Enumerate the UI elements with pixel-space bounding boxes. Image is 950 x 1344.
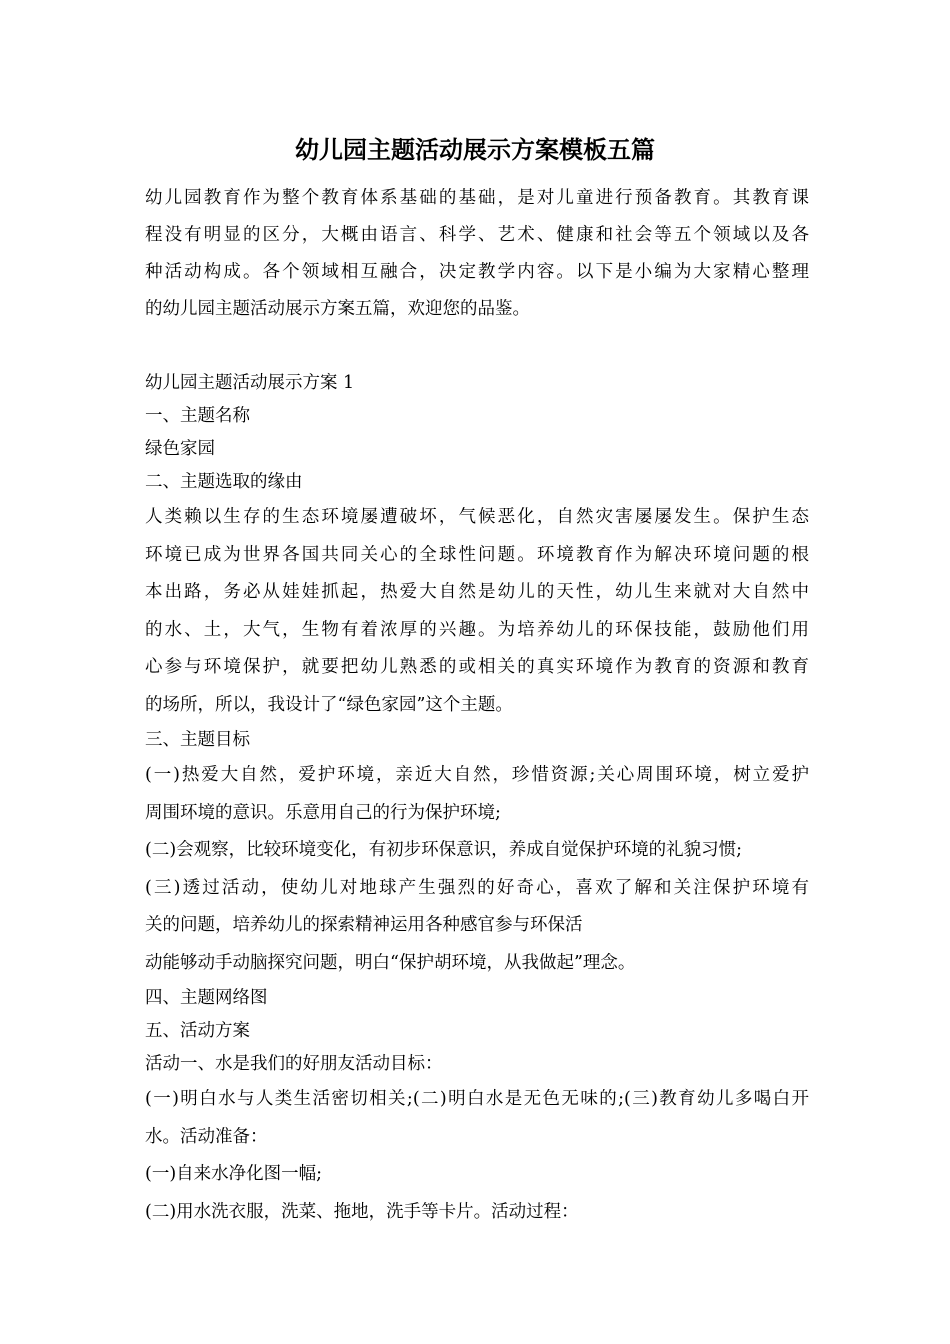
theme-name: 绿色家园 [145, 439, 215, 459]
activity-1-heading: 活动一、水是我们的好朋友活动目标： [145, 1054, 443, 1074]
section-heading-1: 一、主题名称 [145, 406, 250, 426]
paragraph-line: 的场所，所以，我设计了“绿色家园”这个主题。 [145, 694, 513, 715]
plan-heading: 幼儿园主题活动展示方案 1 [145, 373, 355, 393]
activity-1-goals [145, 1081, 809, 1156]
section-heading-4: 四、主题网络图 [145, 988, 268, 1008]
intro-line: 程没有明显的区分，大概由语言、科学、艺术、健康和社会等五个领域以及各 [145, 225, 809, 245]
paragraph-line: 周围环境的意识。乐意用自己的行为保护环境; [145, 802, 501, 823]
paragraph-line: 本出路，务必从娃娃抓起，热爱大自然是幼儿的天性，幼儿生来就对大自然中 [145, 582, 809, 602]
section-heading-2: 二、主题选取的缘由 [145, 472, 303, 492]
intro-line: 幼儿园教育作为整个教育体系基础的基础，是对儿童进行预备教育。其教育课 [145, 188, 809, 208]
paragraph-line: (三)透过活动，使幼儿对地球产生强烈的好奇心，喜欢了解和关注保护环境有 [145, 877, 809, 898]
paragraph-line: 关的问题，培养幼儿的探索精神运用各种感官参与环保活 [145, 915, 583, 935]
intro-line: 的幼儿园主题活动展示方案五篇，欢迎您的品鉴。 [145, 299, 530, 319]
section-heading-5: 五、活动方案 [145, 1021, 250, 1041]
goal-1-paragraph [145, 757, 809, 832]
intro-paragraph [145, 180, 809, 328]
paragraph-line: (一)热爱大自然，爱护环境，亲近大自然，珍惜资源;关心周围环境，树立爱护 [145, 765, 809, 785]
intro-line: 种活动构成。各个领域相互融合，决定教学内容。以下是小编为大家精心整理 [145, 262, 809, 282]
plan-1-section [145, 367, 809, 1231]
paragraph-line: 环境已成为世界各国共同关心的全球性问题。环境教育作为解决环境问题的根 [145, 544, 809, 565]
prep-item-1 [145, 1156, 809, 1194]
paragraph-line: (一)明白水与人类生活密切相关;(二)明白水是无色无味的;(三)教育幼儿多喝白开 [145, 1089, 809, 1109]
paragraph-line: 水。活动准备： [145, 1126, 268, 1147]
reason-paragraph [145, 499, 809, 724]
document-title: 幼儿园主题活动展示方案模板五篇 [295, 135, 655, 164]
paragraph-line: 的水、土，大气，生物有着浓厚的兴趣。为培养幼儿的环保技能，鼓励他们用 [145, 619, 809, 640]
paragraph-line: 人类赖以生存的生态环境屡遭破坏，气候恶化，自然灾害屡屡发生。保护生态 [145, 507, 809, 527]
goal-3-paragraph [145, 870, 809, 983]
paragraph-line: (二)用水洗衣服，洗菜、拖地，洗手等卡片。活动过程： [145, 1201, 579, 1222]
section-heading-3: 三、主题目标 [145, 730, 250, 750]
goal-2-paragraph [145, 832, 809, 870]
paragraph-line: 动能够动手动脑探究问题，明白“保护胡环境，从我做起”理念。 [145, 952, 636, 973]
paragraph-line: (二)会观察，比较环境变化，有初步环保意识，养成自觉保护环境的礼貌习惯; [145, 840, 743, 860]
prep-item-2 [145, 1194, 809, 1232]
paragraph-line: (一)自来水净化图一幅; [145, 1164, 323, 1184]
paragraph-line: 心参与环境保护，就要把幼儿熟悉的或相关的真实环境作为教育的资源和教育 [145, 657, 809, 677]
